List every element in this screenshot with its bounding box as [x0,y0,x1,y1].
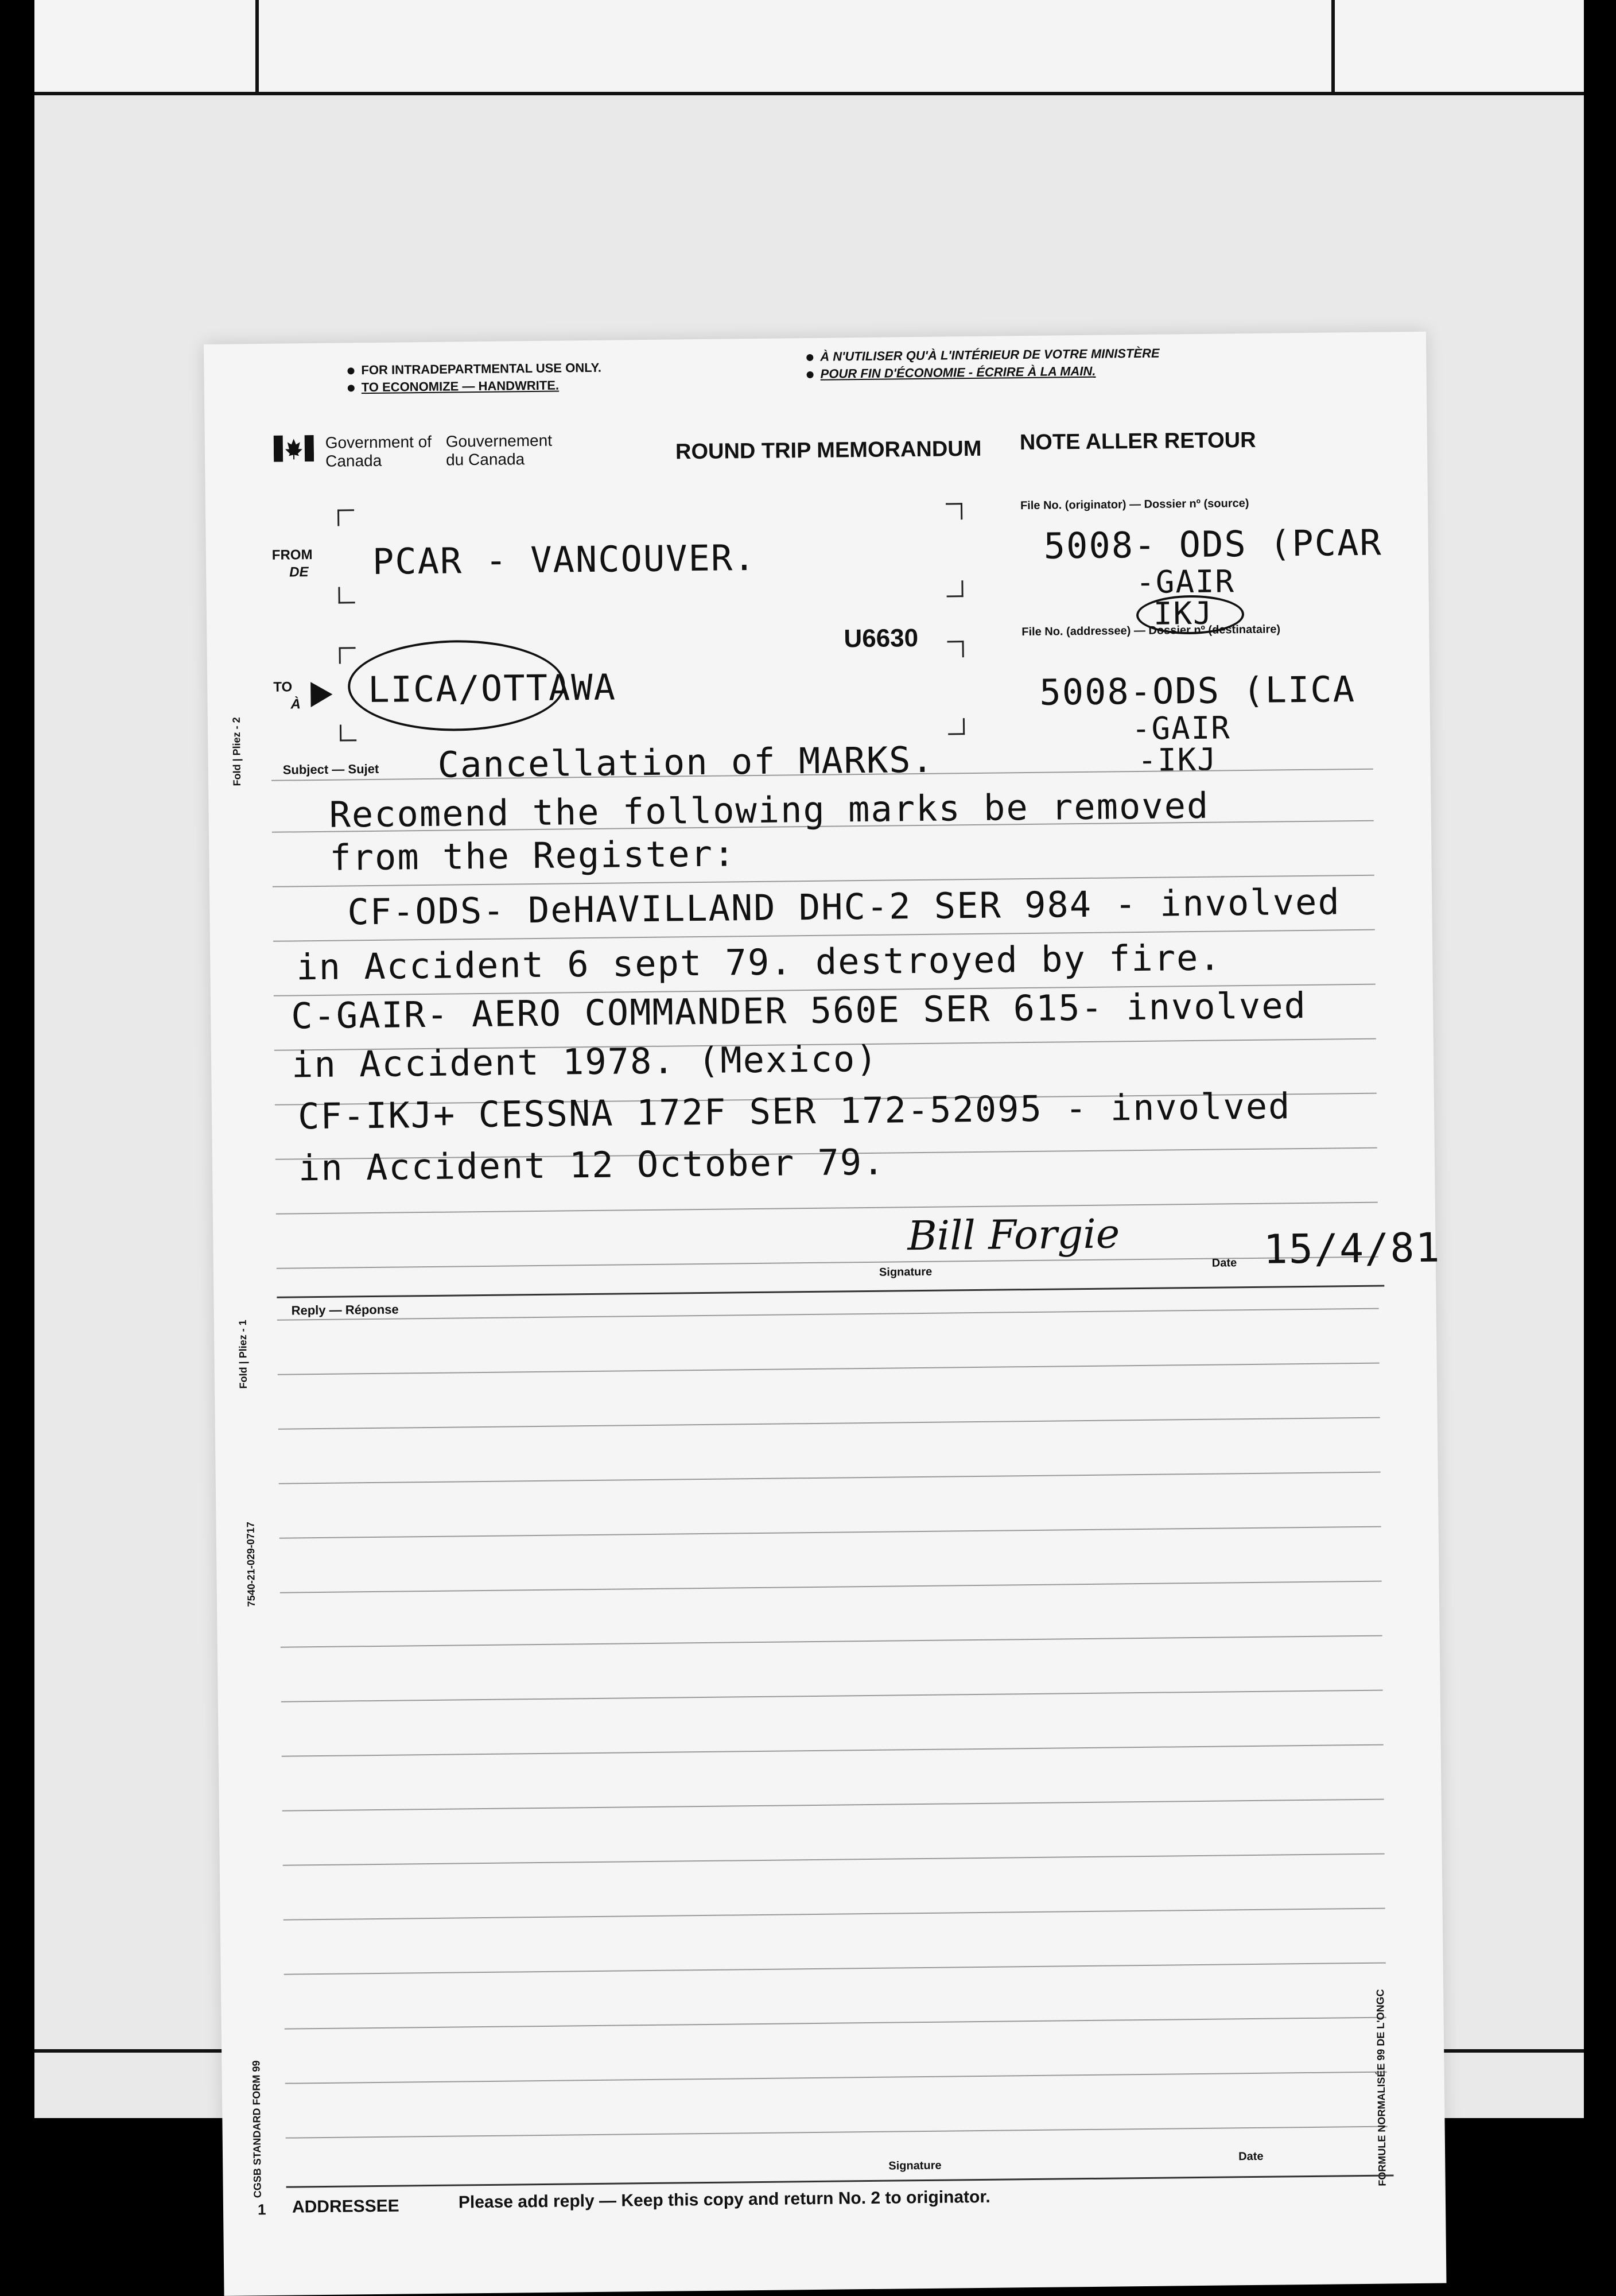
frame-divider [255,0,259,92]
signature-label: Signature [879,1265,933,1279]
ruled-line [279,1472,1381,1484]
file-originator-value: 5008- ODS (PCAR [1043,521,1383,567]
bracket [339,647,356,664]
ruled-line [285,2017,1386,2030]
copy-number: 1 [257,2201,266,2219]
fold-mark-2: Fold | Pliez - 2 [230,717,243,786]
bracket [340,724,356,741]
subject-label: Subject — Sujet [282,761,379,777]
ruled-line [282,1799,1384,1812]
form-name-fr: FORMULE NORMALISÉE 99 DE L'ONGC [1374,1989,1388,2186]
frame-divider [1331,0,1335,92]
bracket [948,718,965,735]
body-line-6: in Accident 1978. (Mexico) [291,1037,879,1086]
notice-en-2: TO ECONOMIZE — HANDWRITE. [348,378,560,395]
ruled-line [284,1963,1386,1975]
ruled-line [276,1202,1378,1215]
reply-signature-label: Signature [888,2159,942,2173]
footer-note: Please add reply — Keep this copy and return No. 2 to originator. [458,2187,990,2212]
form-code: 7540-21-029-0717 [244,1522,258,1607]
reply-label: Reply — Réponse [291,1302,399,1318]
fold-line [277,1285,1384,1298]
ruled-line [281,1635,1382,1648]
body-line-2: from the Register: [329,832,736,879]
file-addressee-value: 5008-ODS (LICA [1039,668,1356,713]
subject-value: Cancellation of MARKS. [437,738,935,786]
reply-date-label: Date [1238,2150,1264,2163]
notice-fr-2: POUR FIN D'ÉCONOMIE - ÉCRIRE À LA MAIN. [806,364,1096,382]
to-label-fr: À [290,696,301,712]
bracket [946,503,962,519]
government-fr: Gouvernement du Canada [445,431,553,469]
film-edge-left [0,0,34,2163]
body-line-7: CF-IKJ+ CESSNA 172F SER 172-52095 - involved [297,1085,1291,1138]
notice-fr-1: À N'UTILISER QU'À L'INTÉRIEUR DE VOTRE MINISTÈRE [806,346,1160,364]
ruled-line [278,1417,1380,1430]
from-label-fr: DE [289,564,309,580]
body-line-3: CF-ODS- DeHAVILLAND DHC-2 SER 984 - involved [347,881,1341,933]
ruled-line [277,1308,1379,1321]
from-value: PCAR - VANCOUVER. [372,536,756,583]
date-value: 15/4/81 [1263,1224,1442,1273]
body-line-4: in Accident 6 sept 79. destroyed by fire. [296,936,1222,988]
notice-en-1: FOR INTRADEPARTMENTAL USE ONLY. [347,360,601,378]
body-line-1: Recomend the following marks be removed [329,784,1210,836]
government-en: Government of Canada [325,432,432,470]
fold-mark-1: Fold | Pliez - 1 [236,1320,250,1389]
stamp-number: U6630 [844,623,919,653]
canada-flag-icon [274,435,314,465]
file-addressee-value-3: -IKJ [1137,741,1218,778]
footer-line [286,2174,1394,2188]
to-label: TO [273,679,293,695]
file-addressee-value-2: -GAIR [1131,709,1231,747]
ruled-line [283,1908,1385,1921]
body-line-5: C-GAIR- AERO COMMANDER 560E SER 615- involved [290,984,1307,1037]
from-label: FROM [271,547,313,563]
signature: Bill Forgie [907,1210,1120,1260]
bracket [338,587,355,603]
title-fr: NOTE ALLER RETOUR [1019,428,1256,455]
to-arrow-icon [310,682,332,707]
addressee-label: ADDRESSEE [292,2196,399,2217]
bracket [947,641,964,657]
ruled-line [286,2126,1388,2139]
ruled-line [280,1581,1382,1593]
bracket [946,580,963,597]
file-originator-value-2: -GAIR [1136,563,1236,601]
round-trip-memorandum [204,332,1446,2296]
ruled-line [282,1744,1384,1757]
file-addressee-label: File No. (addressee) — Dossier nº (destinataire) [1021,623,1281,639]
film-edge-right [1584,0,1616,2163]
ruled-line [279,1526,1381,1539]
file-originator-label: File No. (originator) — Dossier nº (source) [1020,497,1249,513]
to-value: LICA/OTTAWA [367,666,617,711]
ruled-line [283,1853,1385,1866]
ruled-line [281,1690,1383,1702]
file-originator-value-3: IKJ [1153,595,1213,632]
ruled-line [285,2072,1387,2084]
date-label: Date [1211,1256,1237,1270]
ruled-line [278,1363,1380,1375]
title-en: ROUND TRIP MEMORANDUM [675,436,982,464]
bracket [337,509,354,526]
form-name: CGSB STANDARD FORM 99 [250,2060,263,2198]
body-line-8: in Accident 12 October 79. [298,1141,885,1189]
top-margin-band [34,0,1584,95]
